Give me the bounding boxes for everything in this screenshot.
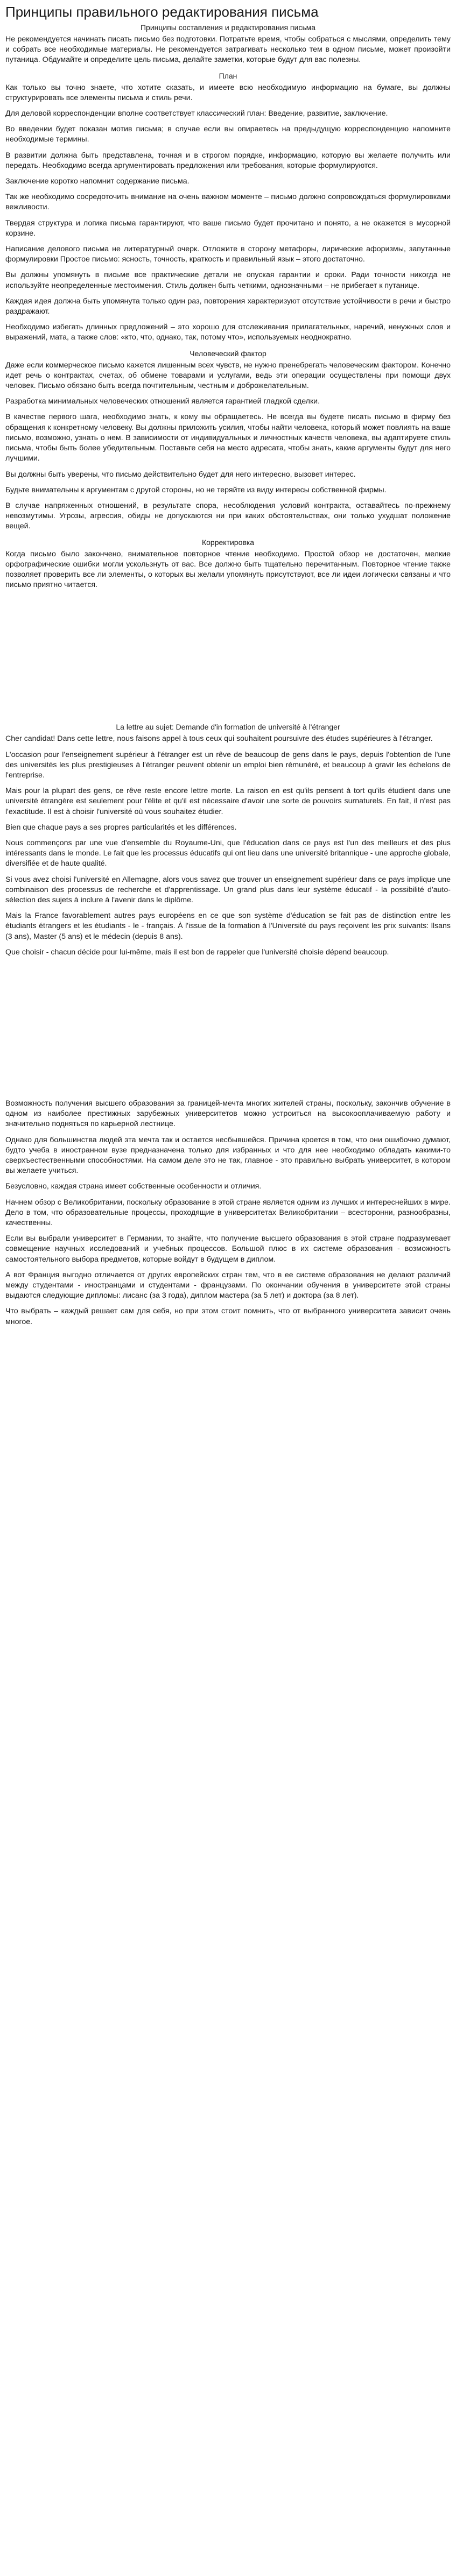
paragraph: Каждая идея должна быть упомянута только один раз, повторения характеризуют отсутствие устойчивости в речи и быстро раздражают. <box>5 296 451 316</box>
paragraph: Начнем обзор с Великобритании, поскольку образование в этой стране является одним из лучших и интереснейших в мире. Дело в том, что образовательные процессы, проходящие в университетах Великобритании – всесторонни, разнообразны, качественны. <box>5 1198 451 1228</box>
paragraph: Не рекомендуется начинать писать письмо без подготовки. Потратьте время, чтобы собраться с мыслями, определить тему и собрать все необходимые материалы. Не рекомендуется затрагивать несколько тем в одном письме, может произойти путаница. Обдумайте и определите цель письма, делайте заметки, которые будут для вас полезны. <box>5 35 451 65</box>
paragraph: L'occasion pour l'enseignement supérieur à l'étranger est un rêve de beaucoup de gens dans le pays, depuis l'obtention de l'une des universités les plus prestigieuses à l'étranger peuvent obtenir un emploi bien rémunéré, et beaucoup à gravir les échelons de l'entreprise. <box>5 750 451 780</box>
paragraph: Необходимо избегать длинных предложений – это хорошо для отслеживания прилагательных, наречий, ненужных слов и выражений, мата, а также слов: «кто, что, однако, так, потому что», используемых неоднократно. <box>5 323 451 342</box>
paragraph: Mais pour la plupart des gens, ce rêve reste encore lettre morte. La raison en est qu'ils pensent à tort qu'ils étudient dans une université étrangère est seulement pour l'élite et qu'il est nécessaire d'avoir une sorte de pouvoirs surnaturels. En fait, il n'est pas l'exactitude. Il est à choisir l'université où vous souhaitez étudier. <box>5 787 451 816</box>
section-heading-human-factor: Человеческий фактор <box>190 349 266 358</box>
paragraph: Если вы выбрали университет в Германии, то знайте, что получение высшего образования в этой стране подразумевает совмещение научных исследований и учебных процессов. Большой плюс в их системе образования - возможность самостоятельного выбора предметов, которые войдут в будущем в диплом. <box>5 1234 451 1264</box>
paragraph: А вот Франция выгодно отличается от других европейских стран тем, что в ее системе образования не делают различий между студентами - иностранцами и студентами - французами. По окончании обучения в университете этой страны выдаются следующие дипломы: лиcанс (за 3 года), диплом мастера (за 5 лет) и доктора (за 8 лет). <box>5 1270 451 1300</box>
paragraph: Так же необходимо сосредоточить внимание на очень важном моменте – письмо должно сопровождаться формулировками вежливости. <box>5 193 451 212</box>
paragraph: Заключение коротко напомнит содержание письма. <box>5 177 190 186</box>
paragraph: Когда письмо было закончено, внимательное повторное чтение необходимо. Простой обзор не достаточен, мелкие орфографические ошибки могли ускользнуть от вас. Все должно быть тщательно перечитанным. Повторное чтение также позволяет проверить все ли элементы, о которых вы желали упомянуть присутствуют, все ли идеи логически связаны и что письмо приятно читается. <box>5 549 451 590</box>
paragraph: Будьте внимательны к аргументам с другой стороны, но не теряйте из виду интересы собственной фирмы. <box>5 485 387 494</box>
paragraph: Nous commençons par une vue d'ensemble du Royaume-Uni, que l'éducation dans ce pays est l'un des meilleurs et des plus intéressants dans le monde. Le fait que les processus éducatifs qui ont lieu dans une université britannique - une approche globale, diversifiée et de haute qualité. <box>5 838 451 868</box>
paragraph: В развитии должна быть представлена, точная и в строгом порядке, информацию, которую вы желаете получить или передать. Необходимо всегда аргументировать предложения или требования, которые формулируются. <box>5 151 451 170</box>
section-heading-plan: План <box>219 71 237 80</box>
paragraph: Что выбрать – каждый решает сам для себя, но при этом стоит помнить, что от выбранного университета зависит очень многое. <box>5 1307 451 1326</box>
paragraph: Для деловой корреспонденции вполне соответствует классический план: Введение, развитие, заключение. <box>5 109 388 118</box>
paragraph: В случае напряженных отношений, в результате спора, несоблюдения условий контракта, оставайтесь по-прежнему невозмутимы. Угрозы, агрессия, обиды не допускаются ни при каких обстоятельствах, они только ухудшат положение вещей. <box>5 501 451 531</box>
paragraph: Вы должны упомянуть в письме все практические детали не опуская гарантии и сроки. Ради точности никогда не используйте неопределенные местоимения. Стиль должен быть четкими, однозначными – не прибегает к путанице. <box>5 271 451 290</box>
paragraph: Que choisir - chacun décide pour lui-même, mais il est bon de rappeler que l'université choisie dépend beaucoup. <box>5 947 389 957</box>
paragraph: Безусловно, каждая страна имеет собственные особенности и отличия. <box>5 1182 262 1191</box>
paragraph: Разработка минимальных человеческих отношений является гарантией гладкой сделки. <box>5 397 320 406</box>
paragraph: Bien que chaque pays a ses propres particularités et les différences. <box>5 823 237 832</box>
section-heading-composition: Принципы составления и редактирования письма <box>140 23 316 32</box>
paragraph: Написание делового письма не литературный очерк. Отложите в сторону метафоры, лирические афоризмы, запутанные формулировки Простое письмо: ясность, точность, краткость и правильный язык – этого достаточно. <box>5 245 451 264</box>
section-heading-correction: Корректировка <box>201 537 255 547</box>
paragraph: Возможность получения высшего образования за границей-мечта многих жителей страны, поскольку, закончив обучение в одном из наиболее престижных зарубежных университетов можно устроиться на высокооплачиваемую работу и значительно подняться по карьерной лестнице. <box>5 1099 451 1129</box>
paragraph: Как только вы точно знаете, что хотите сказать, и имеете всю необходимую информацию на бумаге, вы должны структурировать все элементы письма и стиль речи. <box>5 83 451 102</box>
paragraph: Даже если коммерческое письмо кажется лишенным всех чувств, не нужно пренебрегать человеческим фактором. Конечно идет речь о контрактах, счетах, об обмене товарами и услугами, ведь эти операции осуществлены при помощи двух человек. Письмо обязано быть всегда почтительным, честным и доброжелательным. <box>5 360 451 391</box>
paragraph: Cher candidat! Dans cette lettre, nous faisons appel à tous ceux qui souhaitent poursuivre des études supérieures à l'étranger. <box>5 734 433 744</box>
paragraph: Твердая структура и логика письма гарантируют, что ваше письмо будет прочитано и понято, а не окажется в мусорной корзине. <box>5 218 451 238</box>
paragraph: Si vous avez choisi l'université en Allemagne, alors vous savez que trouver un enseignement supérieur dans ce pays implique une combinaison des processus de recherche et d'apprentissage. Un grand plus dans leur système éducatif - la possibilité d'auto-sélection des sujets à inclure à l'avenir dans le diplôme. <box>5 875 451 904</box>
paragraph: Mais la France favorablement autres pays européens en ce que son système d'éducation se fait pas de distinction entre les étudiants étrangers et les étudiants - le - français. À l'issue de la formation à l'Université du pays reçoivent les prix suivants: llsans (3 ans), Master (5 ans) et le médecin (depuis 8 ans). <box>5 911 451 941</box>
paragraph: Вы должны быть уверены, что письмо действительно будет для него интересно, вызовет интерес. <box>5 470 356 479</box>
paragraph: В качестве первого шага, необходимо знать, к кому вы обращаетесь. Не всегда вы будете писать письмо в фирму без обращения к конкретному человеку. Вы должны приложить усилия, чтобы найти человека, который может повлиять на ваше письмо, возможно, узнать о нем. В зависимости от индивидуальных и личностных качеств человека, вы адаптируете стиль письма, чтобы быть более убедительным. Поставьте себя на место адресата, чтобы знать, какие аргументы будут для него лучшими. <box>5 413 451 463</box>
section-heading-french-letter: La lettre au sujet: Demande d'in formation de université à l'étranger <box>116 723 340 732</box>
paragraph: Во введении будет показан мотив письма; в случае если вы опираетесь на предыдущую корреспонденцию напомните необходимые термины. <box>5 125 451 144</box>
blank-space <box>5 963 451 1099</box>
document-title: Принципы правильного редактирования письма <box>5 4 319 20</box>
paragraph: Однако для большинства людей эта мечта так и остается несбывшейся. Причина кроется в том, что они ошибочно думают, будто учеба в иностранном вузе предназначена только для избранных и что для нее необходимо обладать какими-то сверхъестественными способностями. На самом деле это не так, главное - это правильно выбрать университет, в котором вы желаете учиться. <box>5 1135 451 1176</box>
blank-space <box>5 596 451 722</box>
